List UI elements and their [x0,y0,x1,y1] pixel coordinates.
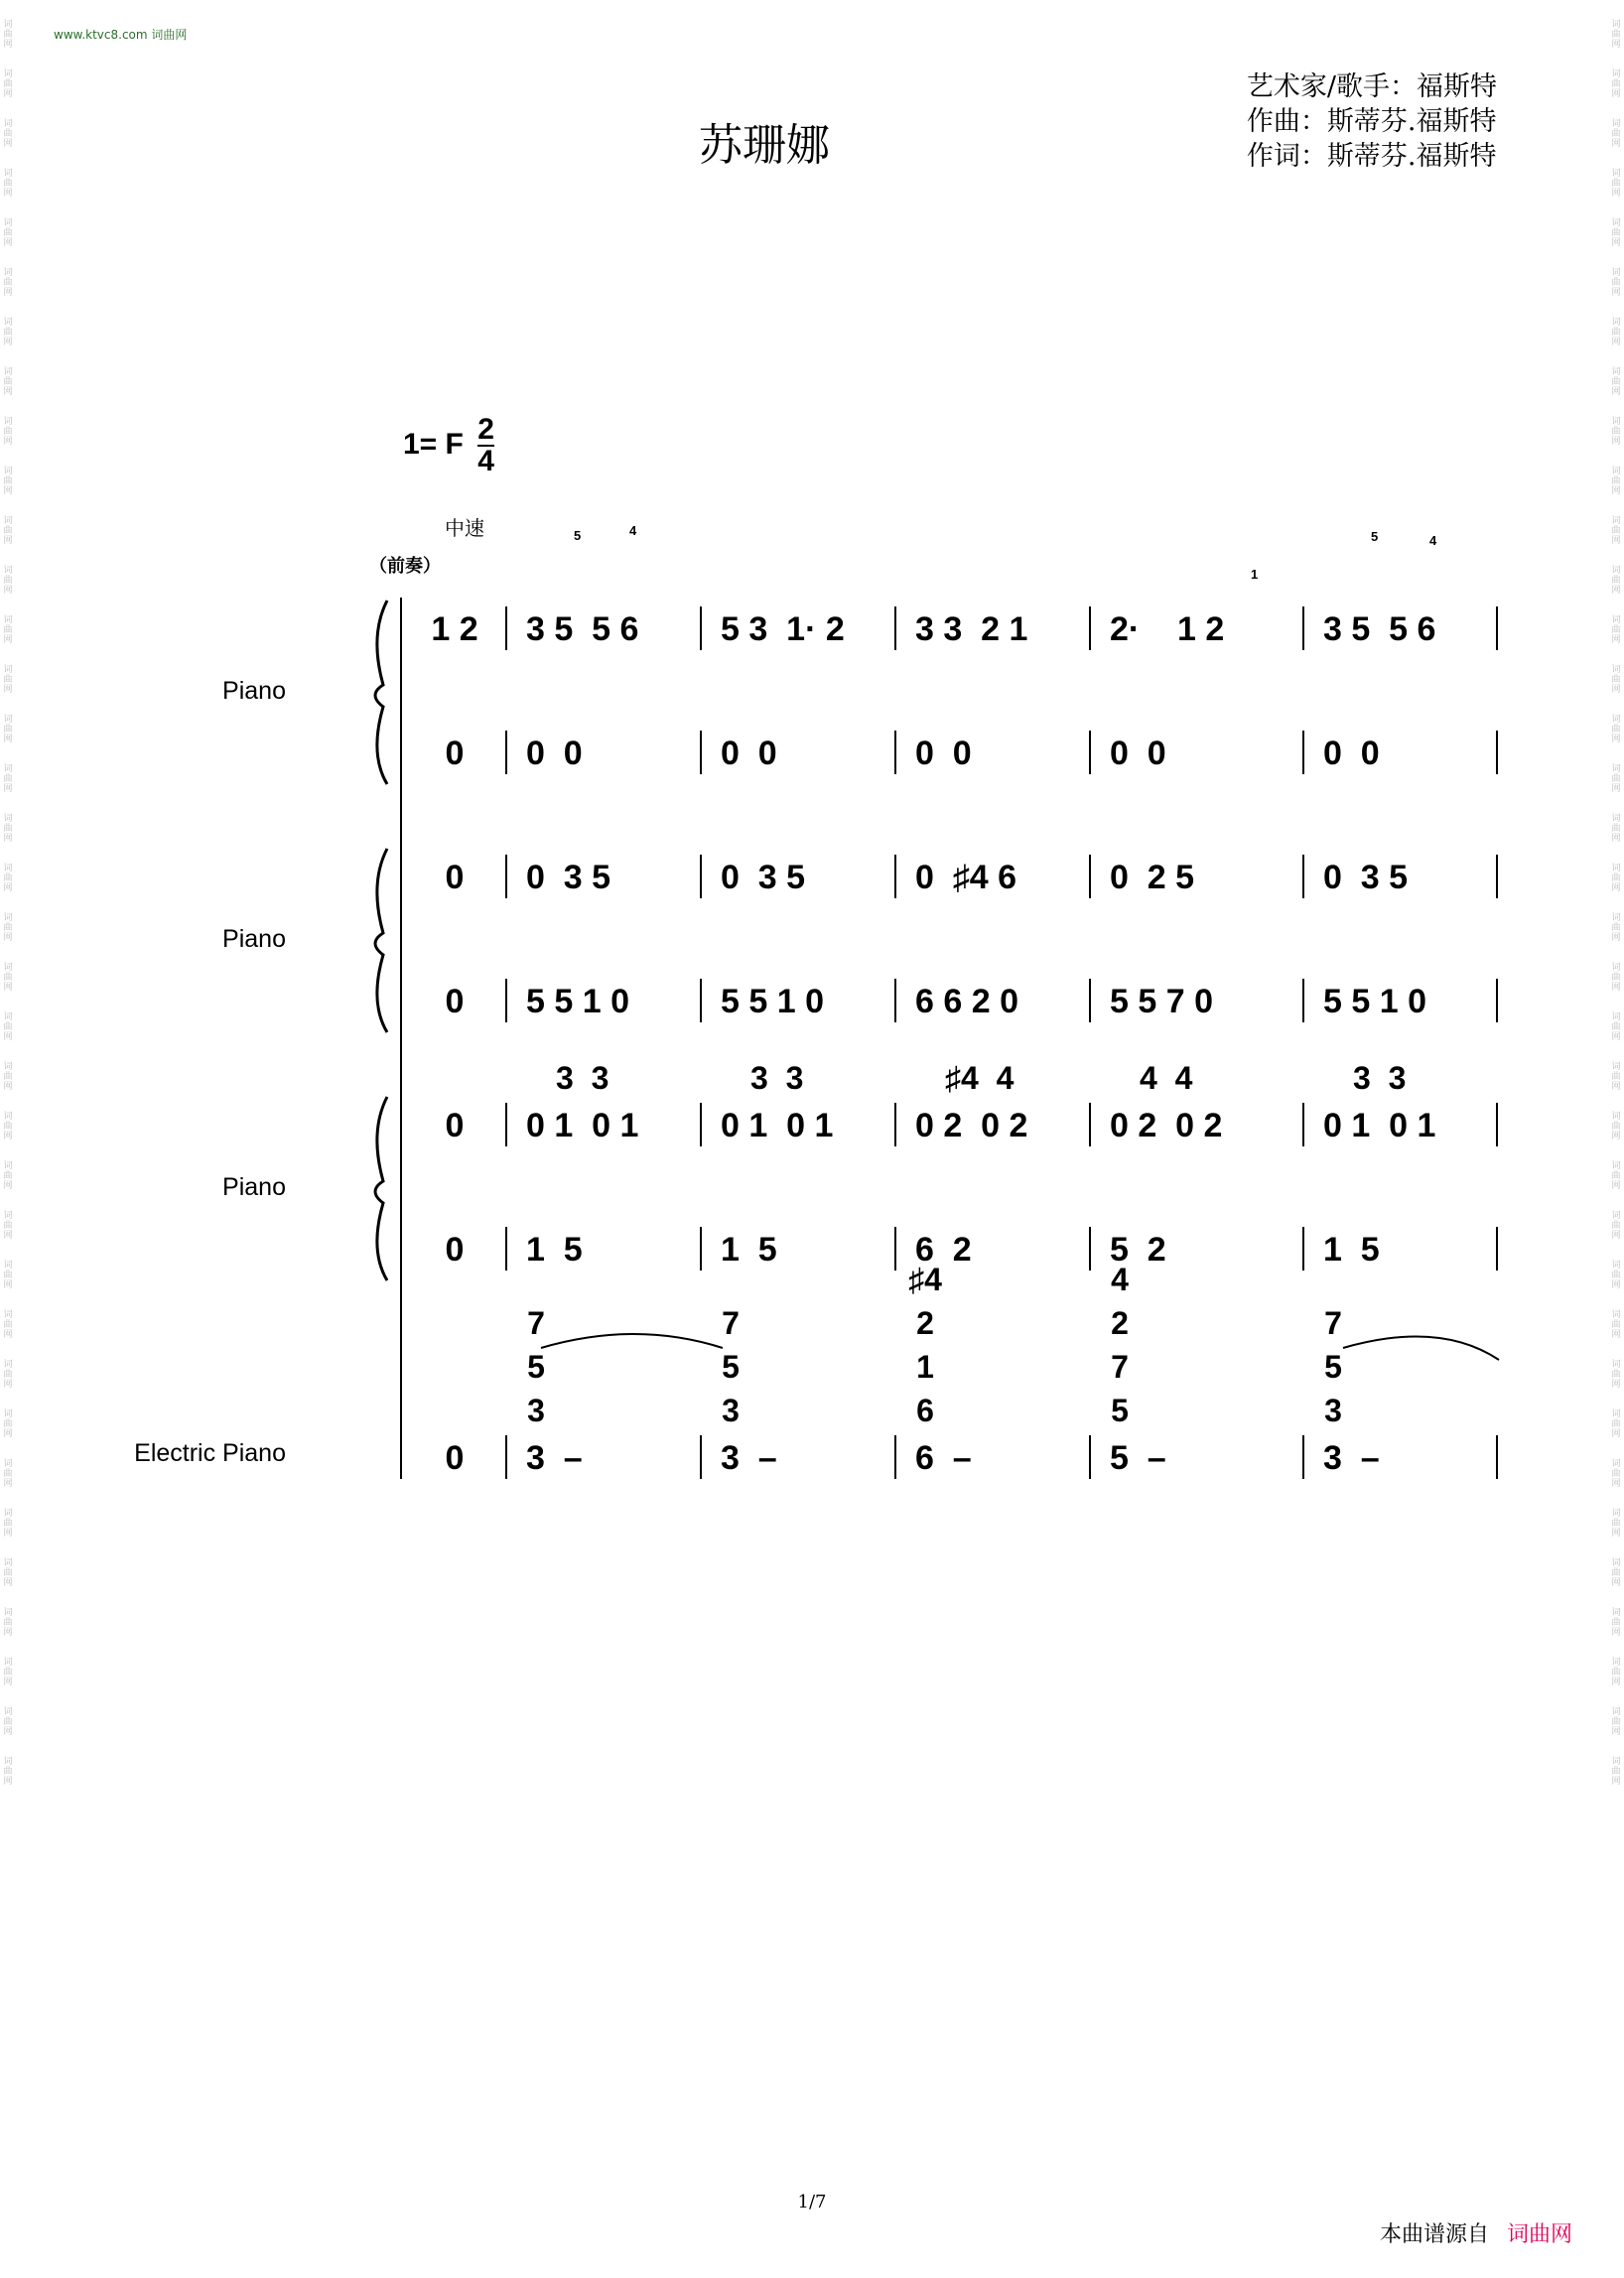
chord-note: 2 [916,1305,934,1341]
measure-notes: 3 – [526,1439,583,1477]
brace-3 [375,1097,387,1280]
chord-note: 2 [1111,1305,1129,1341]
song-title: 苏珊娜 [699,120,830,171]
measure-notes: 0 2 0 2 [1110,1107,1223,1144]
staff-pickup: 0 [445,1439,465,1477]
time-top: 2 [477,413,494,446]
measure-notes: 5 3 1· 2 [721,610,845,648]
chord-note: 1 [916,1349,934,1385]
brace-1 [375,601,387,784]
instrument-label-3: Piano [222,1173,286,1201]
measure-notes: 0 1 0 1 [721,1107,834,1144]
lyricist-credit: 作词：斯蒂芬.福斯特 [1246,141,1497,172]
source-brand-link[interactable]: 词曲网 [1506,2222,1572,2247]
measure-notes: 5 5 1 0 [1323,983,1426,1020]
instrument-label-2: Piano [222,925,286,953]
chord-note: 3 [722,1393,740,1428]
measure-notes: 0 0 [1323,735,1380,772]
measure-notes: 0 3 5 [1323,859,1409,896]
tie-arc [1343,1336,1499,1360]
upper-voice-notes: 3 3 [1353,1060,1407,1096]
upper-voice-notes: ♯4 4 [945,1060,1015,1096]
chord-note: 6 [916,1393,934,1428]
measure-notes: 3 – [1323,1439,1380,1477]
fingering-mark: 5 [1371,529,1379,544]
composer-credit: 作曲：斯蒂芬.福斯特 [1246,106,1497,137]
chord-note: 3 [527,1393,545,1428]
site-url: www.ktvc8.com 词曲网 [54,28,188,42]
measure-notes: 0 3 5 [526,859,611,896]
measure-notes: 3 3 2 1 [915,610,1028,648]
time-bottom: 4 [477,445,494,477]
fingering-mark: 1 [1251,567,1259,582]
measure-notes: 1 5 [721,1231,777,1269]
fingering-mark: 5 [574,528,582,543]
measure-notes: 6 2 [915,1231,972,1269]
upper-voice-notes: 3 3 [750,1060,804,1096]
measure-notes: 5 – [1110,1439,1166,1477]
brace-2 [375,849,387,1032]
measure-notes: 1 5 [1323,1231,1380,1269]
measure-notes: 6 – [915,1439,972,1477]
measure-notes: 0 1 0 1 [1323,1107,1436,1144]
chord-note: 7 [1324,1305,1342,1341]
side-watermark-right: 词 曲 网 词 曲 网 词 曲 网 词 曲 网 词 曲 网 词 曲 网 词 曲 网 词 曲 网 词 曲 网 词 曲 网 词 曲 网 词 曲 网 词 曲 网 词 曲 网 词 曲 网 词 曲 网 词 曲 网 词 曲 网 词 曲 网 词 曲 网 词 曲 网 词 曲 网 词 曲 网 词 曲 网 词 曲 网 词 曲 网 词 曲 网 词 曲 网 词 曲 网 词 曲 网 词 曲 网 词 曲 网 词 曲 网 词 曲 网 词 曲 网 词 曲 网 [1611,20,1621,1787]
measure-notes: 0 0 [721,735,777,772]
chord-note: 5 [527,1349,545,1385]
intro-label: （前奏） [369,556,441,577]
chord-note: 5 [1111,1393,1129,1428]
upper-voice-notes: 3 3 [556,1060,609,1096]
side-watermark-left: 词 曲 网 词 曲 网 词 曲 网 词 曲 网 词 曲 网 词 曲 网 词 曲 网 词 曲 网 词 曲 网 词 曲 网 词 曲 网 词 曲 网 词 曲 网 词 曲 网 词 曲 网 词 曲 网 词 曲 网 词 曲 网 词 曲 网 词 曲 网 词 曲 网 词 曲 网 词 曲 网 词 曲 网 词 曲 网 词 曲 网 词 曲 网 词 曲 网 词 曲 网 词 曲 网 词 曲 网 词 曲 网 词 曲 网 词 曲 网 词 曲 网 词 曲 网 [3,20,13,1787]
staff-pickup: 0 [445,983,465,1020]
measure-notes: 0 0 [915,735,972,772]
instrument-label-4: Electric Piano [134,1439,286,1467]
measure-notes: 2· 1 2 [1110,610,1225,648]
measure-notes: 5 5 1 0 [526,983,629,1020]
measure-notes: 0 1 0 1 [526,1107,639,1144]
fingering-mark: 4 [629,523,637,538]
measure-notes: 0 3 5 [721,859,806,896]
chord-note: 5 [1324,1349,1342,1385]
measure-notes: 0 0 [526,735,583,772]
measure-notes: 6 6 2 0 [915,983,1018,1020]
chord-note: ♯4 [908,1262,942,1297]
measure-notes: 0 2 5 [1110,859,1195,896]
staff-pickup: 1 2 [431,610,478,648]
key-label: 1= F [403,427,464,461]
measure-notes: 5 2 [1110,1231,1166,1269]
upper-voice-notes: 4 4 [1140,1060,1193,1096]
measure-notes: 0 2 0 2 [915,1107,1028,1144]
chord-note: 7 [722,1305,740,1341]
tie-arc [541,1334,723,1348]
measure-notes: 5 5 7 0 [1110,983,1213,1020]
page-number: 1/7 [797,2192,827,2212]
chord-note: 7 [527,1305,545,1341]
staff-pickup: 0 [445,1231,465,1269]
artist-credit: 艺术家/歌手：福斯特 [1246,71,1497,102]
chord-note: 4 [1111,1262,1129,1297]
measure-notes: 0 ♯4 6 [915,859,1017,896]
fingering-mark: 4 [1429,533,1437,548]
tempo-marking: 中速 [445,516,484,540]
chord-note: 7 [1111,1349,1129,1385]
measure-notes: 3 5 5 6 [526,610,639,648]
source-credit [1380,2217,1572,2248]
staff-pickup: 0 [445,735,465,772]
instrument-label-1: Piano [222,677,286,705]
measure-notes: 0 0 [1110,735,1166,772]
measure-notes: 1 5 [526,1231,583,1269]
chord-note: 3 [1324,1393,1342,1428]
staff-pickup: 0 [445,859,465,896]
staves-group [431,606,1497,1479]
chord-note: 5 [722,1349,740,1385]
source-text: 本曲谱源自 [1379,2222,1489,2247]
measure-notes: 3 5 5 6 [1323,610,1436,648]
staff-pickup: 0 [445,1107,465,1144]
measure-notes: 5 5 1 0 [721,983,824,1020]
measure-notes: 3 – [721,1439,777,1477]
